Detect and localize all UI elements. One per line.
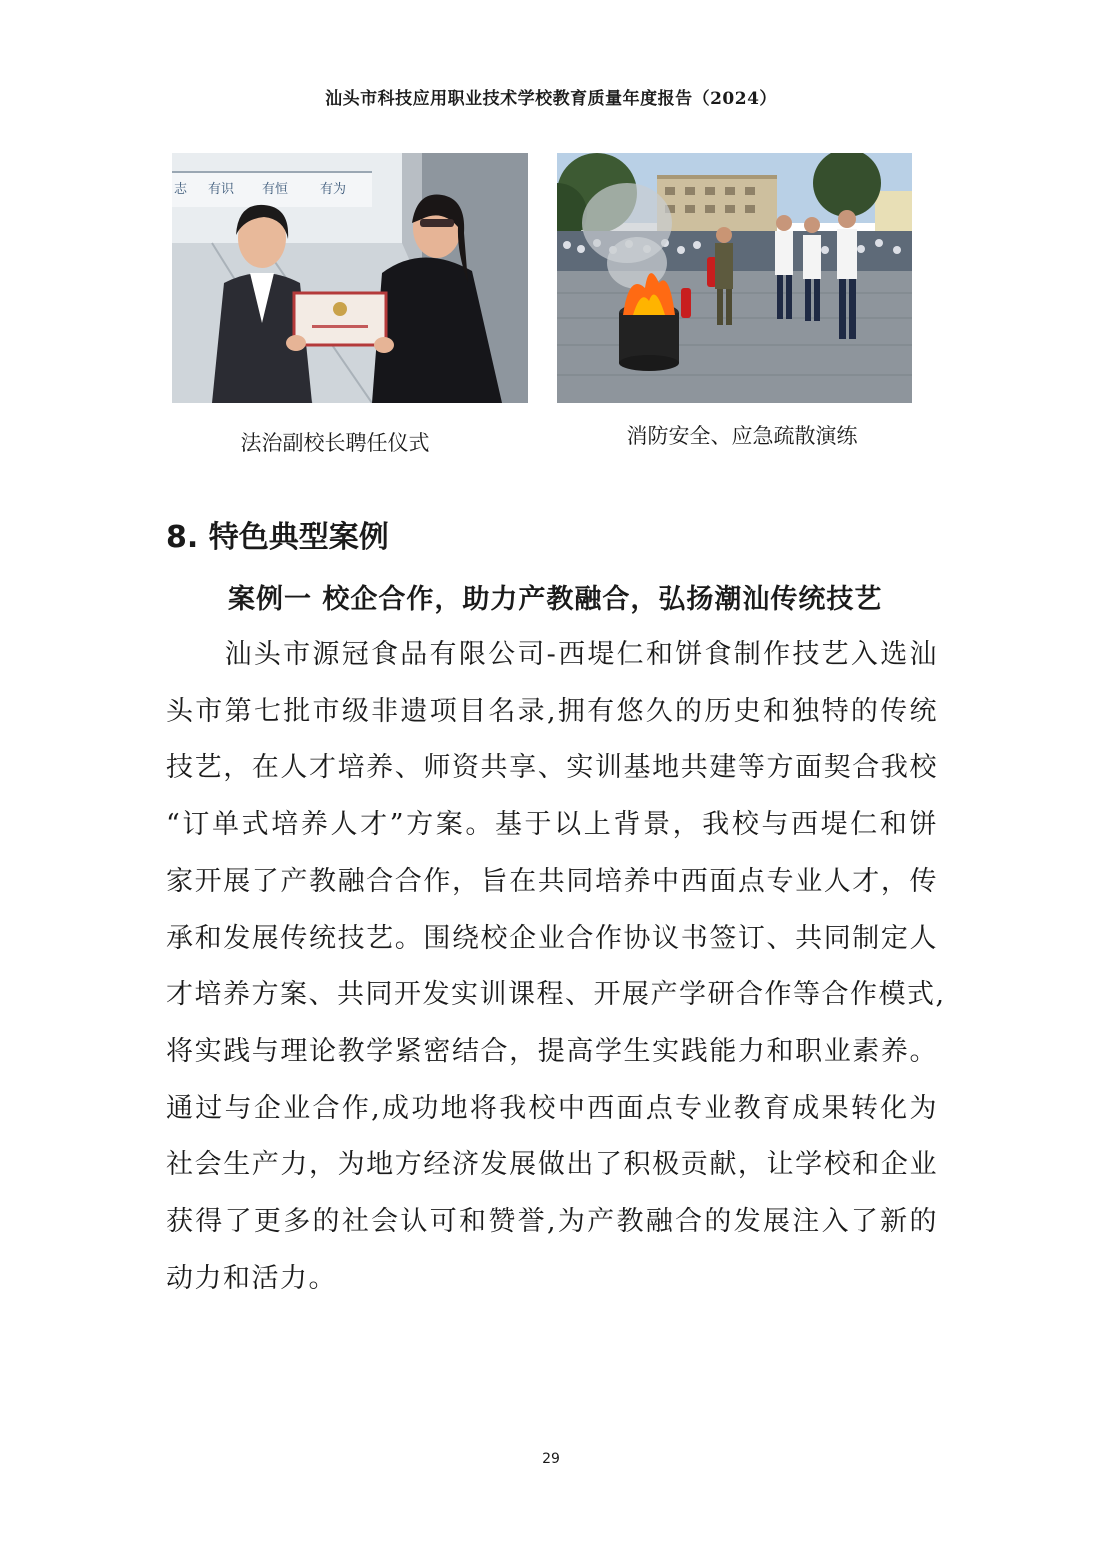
section-heading: 8. 特色典型案例: [166, 520, 389, 555]
body-line: 汕头市源冠食品有限公司-西堤仁和饼食制作技艺入选汕: [166, 639, 938, 670]
page-number: 29: [542, 1451, 560, 1467]
body-line: 技艺，在人才培养、师资共享、实训基地共建等方面契合我校: [166, 752, 938, 784]
fire-drill-photo: [557, 153, 912, 403]
body-line: 动力和活力。: [166, 1262, 337, 1294]
report-header: 汕头市科技应用职业技术学校教育质量年度报告（2024）: [325, 89, 777, 109]
appointment-ceremony-photo: [172, 153, 528, 403]
wall-text-1: 志: [174, 182, 188, 197]
body-line: 家开展了产教融合合作，旨在共同培养中西面点专业人才，传: [166, 865, 938, 897]
body-line: 承和发展传统技艺。围绕校企业合作协议书签订、共同制定人: [166, 922, 938, 954]
body-line: 头市第七批市级非遗项目名录,拥有悠久的历史和独特的传统: [166, 695, 938, 727]
body-line: 才培养方案、共同开发实训课程、开展产学研合作等合作模式,: [166, 979, 946, 1011]
body-line: 获得了更多的社会认可和赞誉,为产教融合的发展注入了新的: [166, 1206, 938, 1238]
wall-text-2: 有识: [208, 182, 235, 197]
case-heading: 案例一 校企合作，助力产教融合，弘扬潮汕传统技艺: [228, 584, 883, 615]
body-line: 社会生产力，为地方经济发展做出了积极贡献，让学校和企业: [166, 1149, 938, 1181]
appointment-caption: 法治副校长聘任仪式: [240, 431, 430, 455]
wall-text-3: 有恒: [262, 182, 289, 197]
body-line: “订单式培养人才”方案。基于以上背景，我校与西堤仁和饼: [166, 809, 938, 841]
wall-text-4: 有为: [320, 182, 347, 197]
body-line: 通过与企业合作,成功地将我校中西面点专业教育成果转化为: [166, 1092, 938, 1124]
fire-drill-caption: 消防安全、应急疏散演练: [626, 424, 858, 448]
body-line: 将实践与理论教学紧密结合，提高学生实践能力和职业素养。: [166, 1035, 938, 1067]
case-body-text: [166, 627, 946, 1307]
